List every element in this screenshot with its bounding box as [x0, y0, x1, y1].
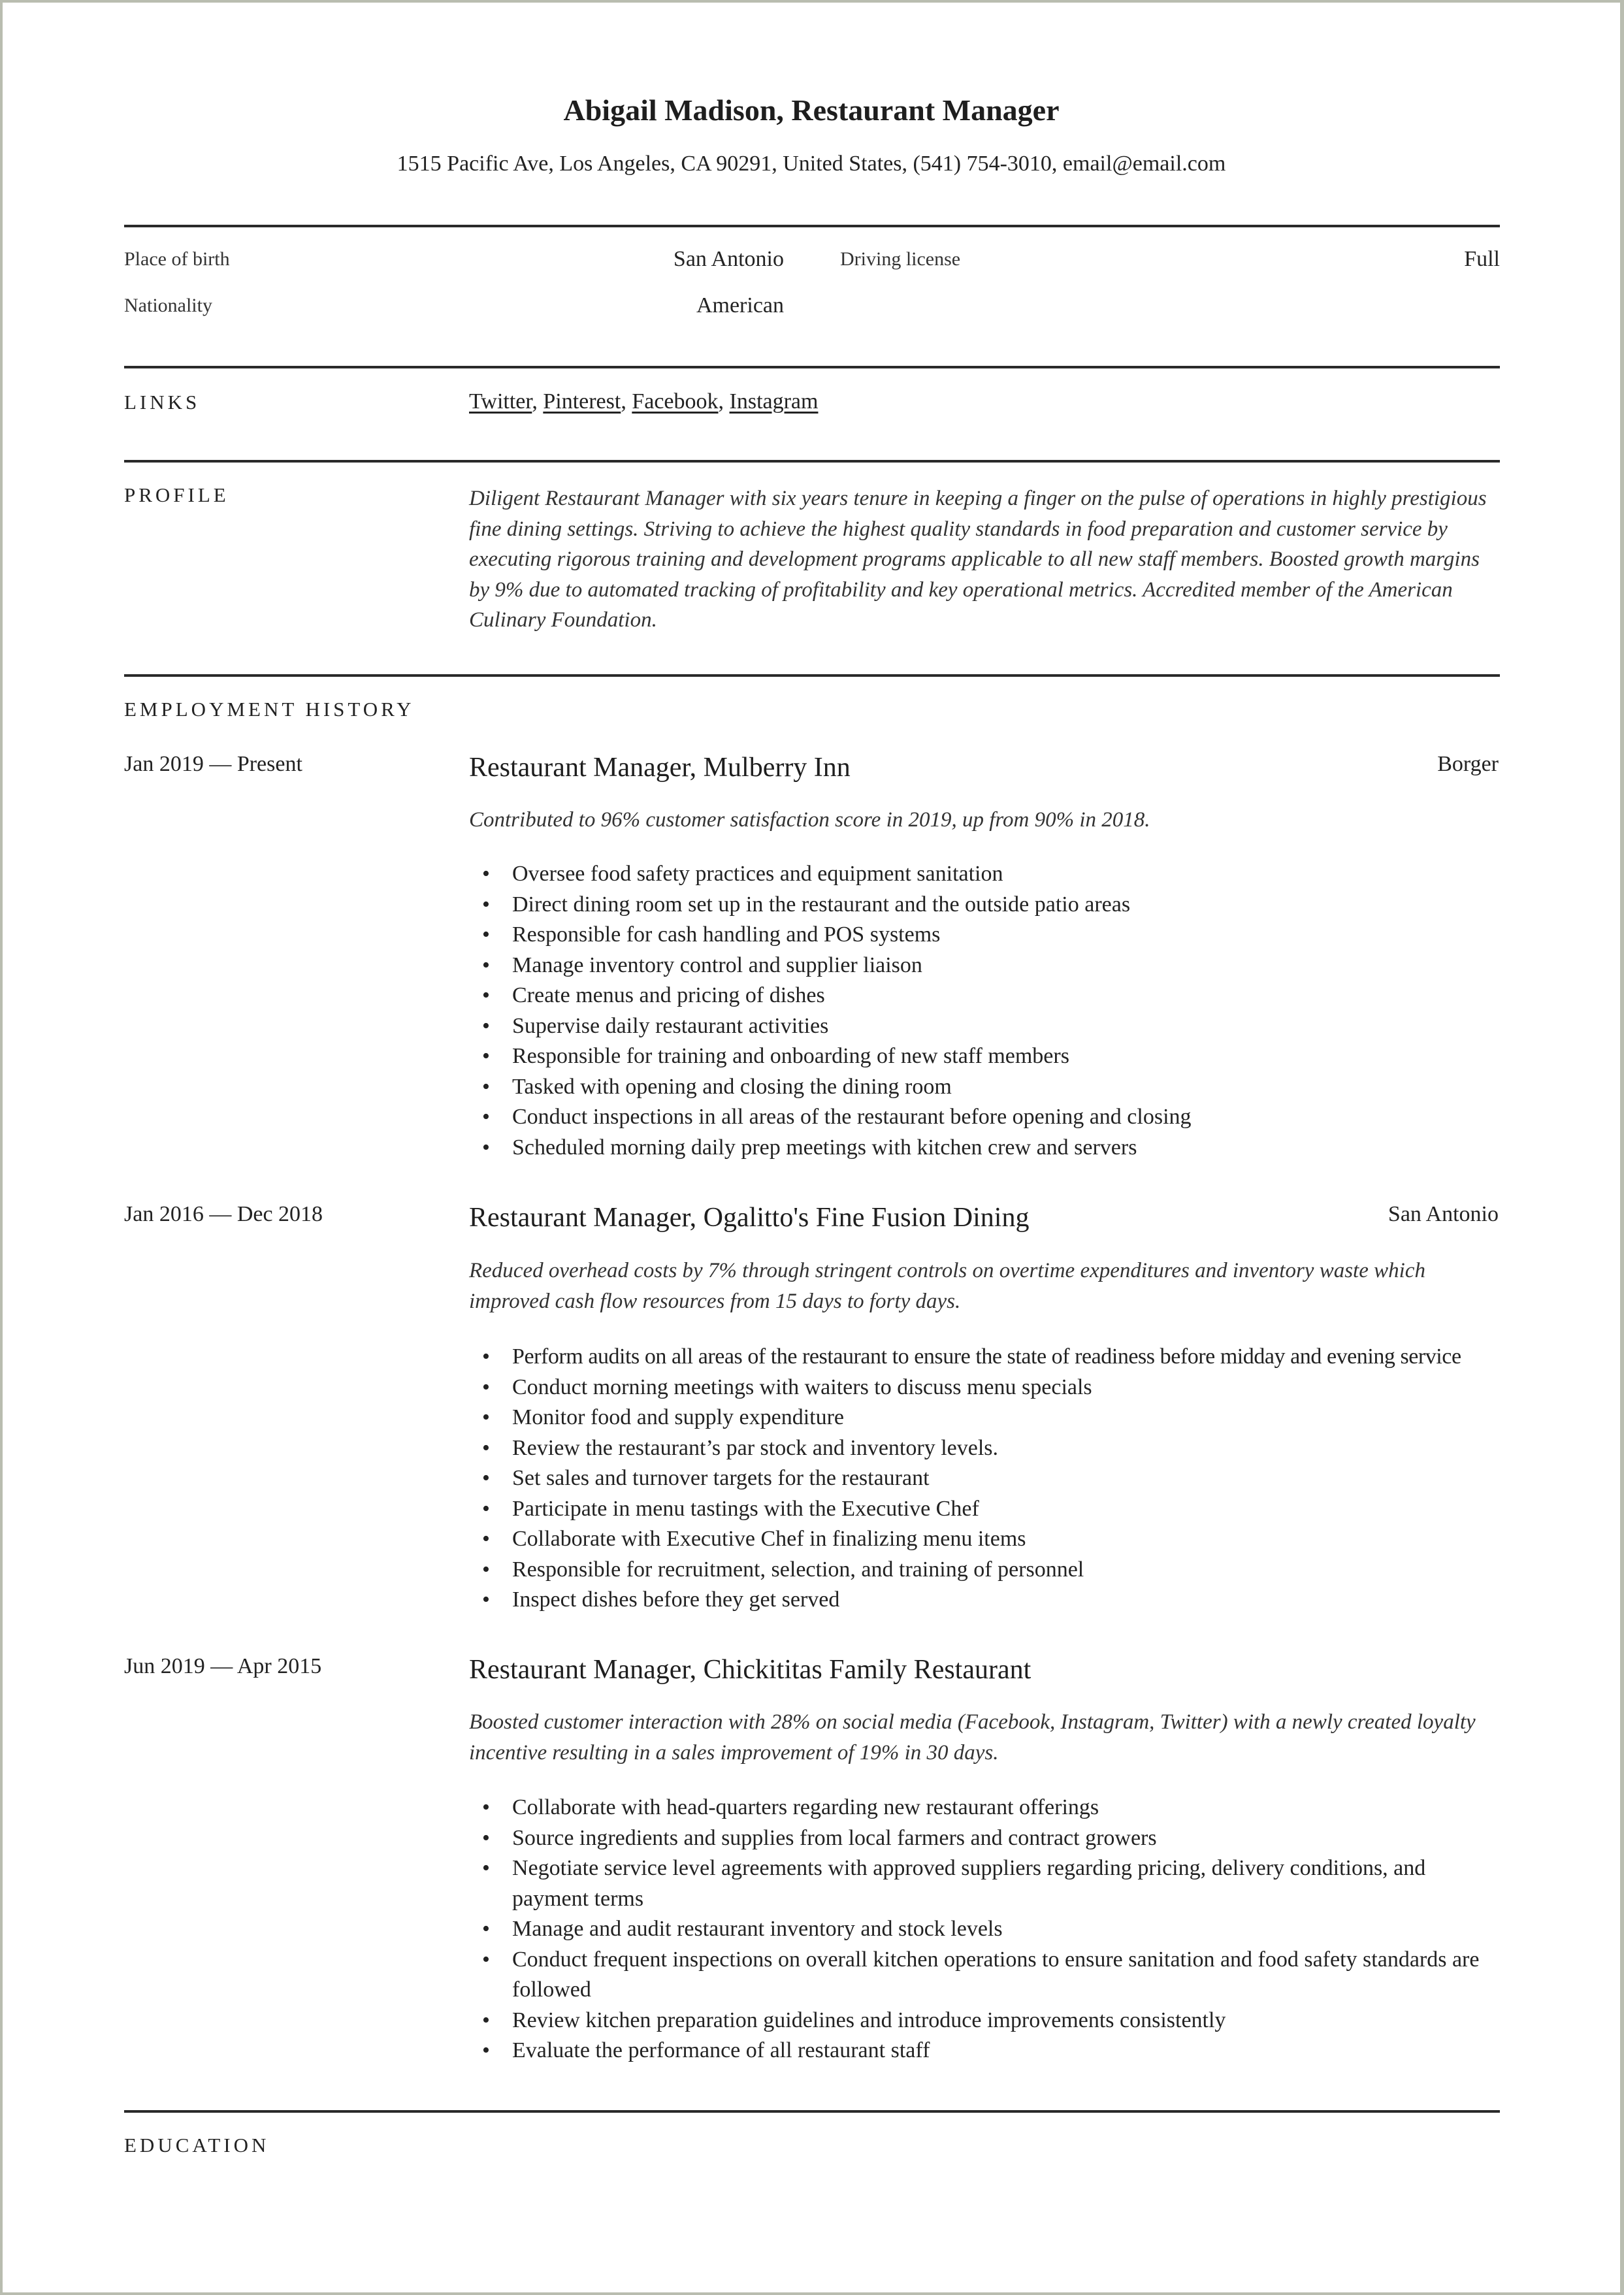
driving-license-value: Full: [1464, 247, 1500, 271]
job-location: Borger: [1437, 752, 1499, 776]
list-item: • Direct dining room set up in the restaurant and the outside patio areas: [469, 890, 1501, 920]
nationality-label: Nationality: [124, 295, 212, 316]
list-item: • Create menus and pricing of dishes: [469, 981, 1501, 1011]
list-item: • Supervise daily restaurant activities: [469, 1011, 1501, 1042]
link-separator: ,: [532, 389, 544, 414]
education-heading: EDUCATION: [124, 2134, 270, 2157]
divider: [124, 460, 1500, 463]
divider: [124, 674, 1500, 677]
list-item: • Manage inventory control and supplier liaison: [469, 951, 1501, 981]
nationality-value: American: [696, 293, 784, 317]
link-instagram[interactable]: Instagram: [729, 389, 819, 414]
list-item: • Review the restaurant’s par stock and inventory levels.: [469, 1433, 1501, 1464]
links-heading: LINKS: [124, 391, 201, 414]
list-item: • Monitor food and supply expenditure: [469, 1403, 1501, 1433]
job-summary: Reduced overhead costs by 7% through stringent controls on overtime expenditures and inventory waste which improved cash flow resources from 15 days to forty days.: [469, 1259, 1425, 1313]
list-item: • Evaluate the performance of all restaurant staff: [469, 2036, 1501, 2066]
links-list: [469, 389, 818, 414]
link-twitter[interactable]: Twitter: [469, 389, 532, 414]
place-of-birth-label: Place of birth: [124, 248, 230, 270]
job-duties-list: [469, 1342, 1501, 1616]
job-duties-list: [469, 859, 1501, 1163]
divider: [124, 225, 1500, 227]
list-item: • Conduct morning meetings with waiters to discuss menu specials: [469, 1373, 1501, 1403]
list-item: • Inspect dishes before they get served: [469, 1585, 1501, 1616]
link-separator: ,: [621, 389, 632, 414]
link-pinterest[interactable]: Pinterest: [543, 389, 621, 414]
job-dates: Jan 2016 — Dec 2018: [124, 1202, 323, 1226]
list-item: • Oversee food safety practices and equipment sanitation: [469, 859, 1501, 890]
driving-license-label: Driving license: [840, 248, 961, 270]
link-separator: ,: [718, 389, 730, 414]
job-title: Restaurant Manager, Ogalitto's Fine Fusion Dining: [469, 1203, 1030, 1233]
divider: [124, 2110, 1500, 2113]
place-of-birth-value: San Antonio: [673, 247, 784, 271]
resume-page: [3, 3, 1620, 2292]
job-summary: Boosted customer interaction with 28% on social media (Facebook, Instagram, Twitter) with a newly created loyalty incentive resulting in a sales improvement of 19% in 30 days.: [469, 1710, 1476, 1765]
job-summary: Contributed to 96% customer satisfaction score in 2019, up from 90% in 2018.: [469, 808, 1150, 832]
job-title: Restaurant Manager, Mulberry Inn: [469, 753, 851, 783]
list-item: • Responsible for recruitment, selection, and training of personnel: [469, 1555, 1501, 1586]
list-item: • Source ingredients and supplies from local farmers and contract growers: [469, 1823, 1501, 1854]
list-item: • Responsible for training and onboarding of new staff members: [469, 1041, 1501, 1072]
job-location: San Antonio: [1388, 1202, 1499, 1226]
job-dates: Jan 2019 — Present: [124, 752, 302, 776]
job-title: Restaurant Manager, Chickititas Family Restaurant: [469, 1655, 1031, 1685]
list-item: • Collaborate with head-quarters regarding new restaurant offerings: [469, 1793, 1501, 1823]
list-item: • Perform audits on all areas of the restaurant to ensure the state of readiness before midday and evening service: [469, 1342, 1501, 1373]
list-item: • Negotiate service level agreements with approved suppliers regarding pricing, delivery conditions, and payment terms: [469, 1853, 1501, 1914]
divider: [124, 366, 1500, 368]
profile-heading: PROFILE: [124, 483, 229, 506]
list-item: • Responsible for cash handling and POS systems: [469, 920, 1501, 951]
list-item: • Conduct frequent inspections on overall kitchen operations to ensure sanitation and food safety standards are followed: [469, 1945, 1501, 2006]
contact-line: 1515 Pacific Ave, Los Angeles, CA 90291, United States, (541) 754-3010, email@email.com: [397, 152, 1226, 176]
list-item: • Scheduled morning daily prep meetings with kitchen crew and servers: [469, 1133, 1501, 1164]
list-item: • Participate in menu tastings with the Executive Chef: [469, 1494, 1501, 1525]
profile-text: Diligent Restaurant Manager with six years tenure in keeping a finger on the pulse of operations in highly prestigious fine dining settings. Striving to achieve the highest quality standards in food preparation and customer service by executing rigorous training and development programs applicable to all new staff members. Boosted growth margins by 9% due to automated tracking of profitability and key operational metrics. Accredited member of the American Culinary Foundation.: [469, 487, 1487, 632]
link-facebook[interactable]: Facebook: [632, 389, 719, 414]
employment-heading: EMPLOYMENT HISTORY: [124, 698, 415, 721]
list-item: • Review kitchen preparation guidelines and introduce improvements consistently: [469, 2006, 1501, 2036]
resume-name-title: Abigail Madison, Restaurant Manager: [563, 93, 1060, 127]
list-item: • Set sales and turnover targets for the restaurant: [469, 1463, 1501, 1494]
list-item: • Collaborate with Executive Chef in finalizing menu items: [469, 1524, 1501, 1555]
list-item: • Conduct inspections in all areas of the restaurant before opening and closing: [469, 1102, 1501, 1133]
list-item: • Manage and audit restaurant inventory and stock levels: [469, 1914, 1501, 1945]
list-item: • Tasked with opening and closing the dining room: [469, 1072, 1501, 1103]
job-duties-list: [469, 1793, 1501, 2066]
job-dates: Jun 2019 — Apr 2015: [124, 1654, 322, 1678]
